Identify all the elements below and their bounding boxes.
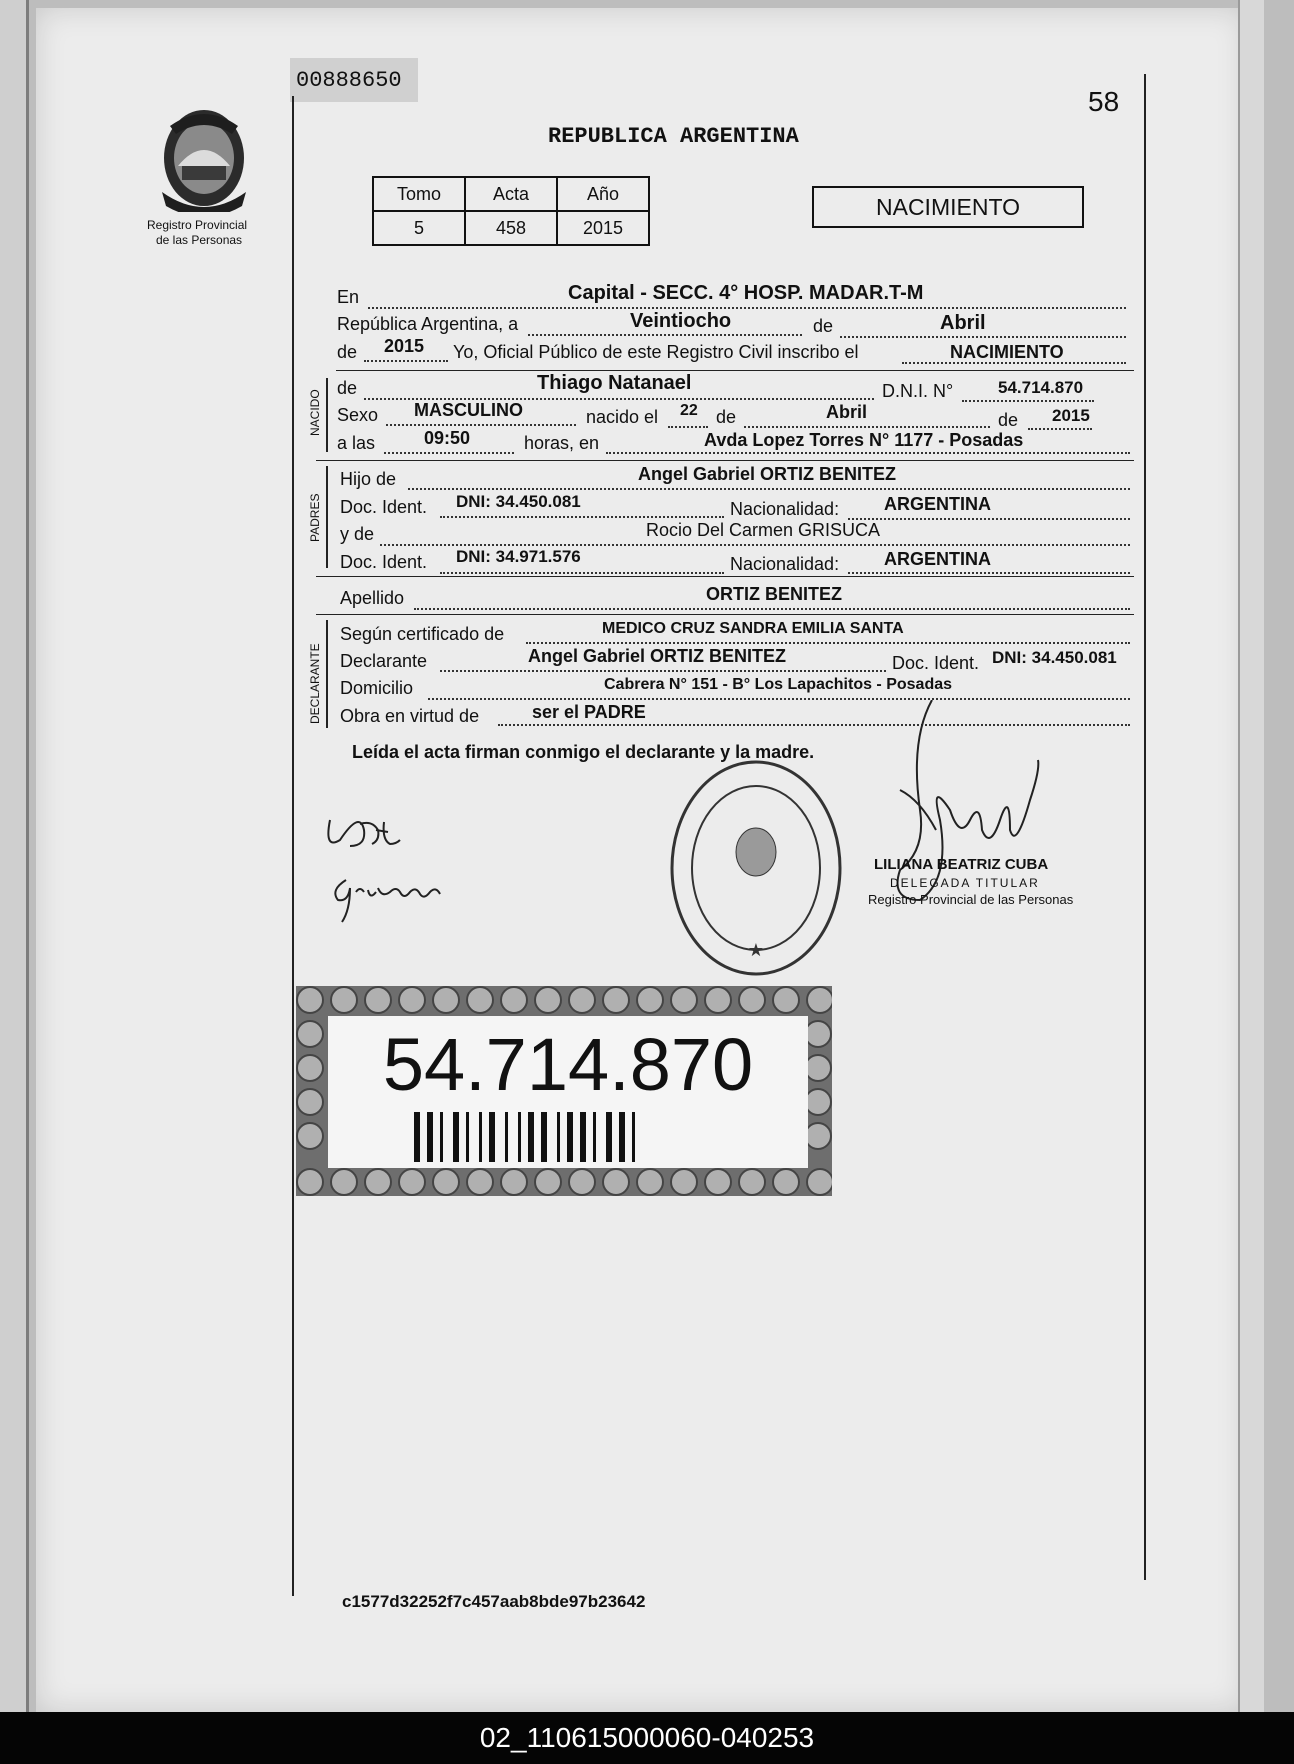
label-oficial: Yo, Oficial Público de este Registro Civil inscribo el — [453, 342, 859, 362]
table-value-tomo: 5 — [373, 211, 465, 245]
value-nombre: Thiago Natanael — [537, 372, 692, 394]
label-doc-ident: Doc. Ident. — [340, 552, 428, 572]
closing-statement: Leída el acta firman conmigo el declarante y la madre. — [352, 742, 815, 762]
dotted-leader — [440, 670, 886, 672]
official-name: LILIANA BEATRIZ CUBA — [874, 856, 1049, 873]
dotted-leader — [408, 488, 1130, 490]
label-pattern-circle — [603, 1169, 629, 1195]
label-pattern-circle — [399, 987, 425, 1013]
label-de: de — [337, 378, 358, 398]
label-nacionalidad: Nacionalidad: — [730, 554, 840, 574]
label-obra: Obra en virtud de — [340, 706, 480, 726]
logo-caption-line2: de las Personas — [156, 233, 243, 247]
label-nacionalidad: Nacionalidad: — [730, 499, 840, 519]
barcode-bar — [580, 1112, 586, 1162]
label-republica: República Argentina, a — [337, 314, 519, 334]
registry-table — [372, 176, 650, 246]
label-pattern-circle — [331, 987, 357, 1013]
dotted-leader — [962, 400, 1094, 402]
value-nac-madre: ARGENTINA — [884, 549, 991, 569]
value-hora: 09:50 — [424, 428, 471, 448]
value-apellido: ORTIZ BENITEZ — [706, 584, 842, 604]
official-title: DELEGADA TITULAR — [890, 876, 1040, 890]
dotted-leader — [380, 544, 1130, 546]
dotted-leader — [440, 572, 724, 574]
document-hash: c1577d32252f7c457aab8bde97b23642 — [342, 1592, 646, 1611]
svg-text:★: ★ — [747, 940, 765, 961]
dotted-leader — [384, 452, 514, 454]
barcode-bar — [505, 1112, 508, 1162]
country-title: REPUBLICA ARGENTINA — [548, 124, 799, 149]
label-pattern-circle — [433, 1169, 459, 1195]
declarante-bracket — [326, 620, 328, 728]
label-a-las: a las — [337, 433, 376, 453]
label-hijo-de: Hijo de — [340, 469, 397, 489]
label-pattern-circle — [331, 1169, 357, 1195]
official-signature-icon — [860, 700, 1060, 970]
label-pattern-circle — [297, 1089, 323, 1115]
label-pattern-circle — [637, 1169, 663, 1195]
value-domicilio: Cabrera N° 151 - B° Los Lapachitos - Posadas — [604, 676, 953, 693]
divider-1 — [336, 370, 1134, 371]
label-pattern-circle — [637, 987, 663, 1013]
binder-edge — [0, 0, 29, 1712]
barcode-bar — [489, 1112, 495, 1162]
table-header-anio: Año — [557, 177, 649, 211]
label-doc-ident: Doc. Ident. — [892, 653, 980, 673]
barcode-bar — [541, 1112, 547, 1162]
label-pattern-circle — [297, 1021, 323, 1047]
dotted-leader — [368, 307, 1126, 309]
father-signature-icon — [320, 800, 470, 930]
barcode-bar — [619, 1112, 625, 1162]
section-label-padres: PADRES — [308, 493, 322, 542]
label-pattern-circle — [807, 1169, 832, 1195]
label-pattern-circle — [805, 1123, 831, 1149]
label-horas-en: horas, en — [524, 433, 600, 453]
label-pattern-circle — [807, 987, 832, 1013]
value-lugar-nacimiento: Avda Lopez Torres N° 1177 - Posadas — [704, 430, 1024, 450]
barcode-bar — [427, 1112, 433, 1162]
label-pattern-circle — [365, 1169, 391, 1195]
barcode-bar — [557, 1112, 560, 1162]
divider-3 — [316, 576, 1134, 577]
label-pattern-circle — [773, 1169, 799, 1195]
padres-bracket — [326, 466, 328, 568]
label-pattern-circle — [805, 1089, 831, 1115]
table-header-acta: Acta — [465, 177, 557, 211]
label-pattern-circle — [603, 987, 629, 1013]
nacido-bracket — [326, 378, 328, 452]
value-nac-padre: ARGENTINA — [884, 494, 991, 514]
value-madre: Rocio Del Carmen GRISUCA — [646, 520, 881, 540]
section-label-declarante: DECLARANTE — [308, 643, 322, 724]
official-org: Registro Provincial de las Personas — [868, 892, 1074, 907]
dotted-leader — [840, 336, 1126, 338]
label-en: En — [337, 287, 360, 307]
label-pattern-circle — [705, 1169, 731, 1195]
label-pattern-circle — [805, 1055, 831, 1081]
label-pattern-circle — [297, 1123, 323, 1149]
dotted-leader — [364, 360, 448, 362]
dotted-leader — [526, 642, 1130, 644]
label-pattern-circle — [535, 1169, 561, 1195]
id-label — [328, 1016, 808, 1168]
dotted-leader — [848, 518, 1130, 520]
value-dia-letras: Veintiocho — [630, 310, 732, 332]
file-name-bar: 02_110615000060-040253 — [0, 1712, 1294, 1764]
value-doc-madre: DNI: 34.971.576 — [456, 547, 581, 566]
dotted-leader — [848, 572, 1130, 574]
label-pattern-circle — [671, 987, 697, 1013]
dotted-leader — [414, 608, 1130, 610]
label-de: de — [337, 342, 358, 362]
registry-seal-icon — [666, 756, 846, 980]
label-y-de: y de — [340, 524, 375, 544]
label-de: de — [716, 407, 737, 427]
table-value-acta: 458 — [465, 211, 557, 245]
value-sexo: MASCULINO — [414, 400, 523, 420]
label-pattern-circle — [365, 987, 391, 1013]
label-pattern-circle — [739, 987, 765, 1013]
label-de: de — [813, 316, 834, 336]
label-pattern-circle — [501, 987, 527, 1013]
barcode-bar — [453, 1112, 459, 1162]
barcode-bar — [440, 1112, 443, 1162]
dotted-leader — [668, 426, 708, 428]
barcode-bar — [567, 1112, 573, 1162]
table-value-anio: 2015 — [557, 211, 649, 245]
label-pattern-circle — [399, 1169, 425, 1195]
label-dni: D.N.I. N° — [882, 381, 954, 401]
value-obra: ser el PADRE — [532, 702, 646, 722]
value-nac-dia: 22 — [680, 402, 698, 419]
label-pattern-circle — [671, 1169, 697, 1195]
label-pattern-circle — [297, 1169, 323, 1195]
province-emblem-icon — [152, 104, 256, 212]
left-margin-line — [292, 96, 294, 1596]
page-edge — [1238, 0, 1264, 1712]
logo-caption-line1: Registro Provincial — [147, 218, 248, 232]
label-nacido-el: nacido el — [586, 407, 659, 427]
label-pattern-circle — [535, 987, 561, 1013]
label-pattern-circle — [569, 1169, 595, 1195]
value-lugar-registro: Capital - SECC. 4° HOSP. MADAR.T-M — [568, 282, 924, 304]
table-header-tomo: Tomo — [373, 177, 465, 211]
label-sexo: Sexo — [337, 405, 379, 425]
barcode-bar — [466, 1112, 469, 1162]
dotted-leader — [606, 452, 1130, 454]
label-pattern-circle — [433, 987, 459, 1013]
label-domicilio: Domicilio — [340, 678, 414, 698]
label-de: de — [998, 410, 1019, 430]
serial-stamp: 00888650 — [296, 68, 402, 93]
right-margin-line — [1144, 74, 1146, 1580]
section-label-nacido: NACIDO — [308, 389, 322, 436]
id-label-number: 54.714.870 — [382, 1023, 754, 1106]
dotted-leader — [1028, 428, 1092, 430]
label-pattern-circle — [569, 987, 595, 1013]
value-doc-padre: DNI: 34.450.081 — [456, 492, 581, 511]
label-pattern-circle — [705, 987, 731, 1013]
barcode-bar — [632, 1112, 635, 1162]
label-pattern-circle — [467, 987, 493, 1013]
divider-2 — [316, 460, 1134, 461]
value-certificado: MEDICO CRUZ SANDRA EMILIA SANTA — [602, 620, 904, 637]
label-certificado: Según certificado de — [340, 624, 505, 644]
dotted-leader — [528, 334, 802, 336]
act-type-box: NACIMIENTO — [812, 186, 1084, 228]
value-anio: 2015 — [384, 336, 425, 356]
label-apellido: Apellido — [340, 588, 405, 608]
label-pattern-circle — [739, 1169, 765, 1195]
value-declarante: Angel Gabriel ORTIZ BENITEZ — [528, 646, 787, 666]
value-doc-declarante: DNI: 34.450.081 — [992, 648, 1117, 667]
barcode-bar — [479, 1112, 482, 1162]
label-pattern-circle — [297, 1055, 323, 1081]
dotted-leader — [386, 424, 576, 426]
label-pattern-circle — [297, 987, 323, 1013]
value-inscribo: NACIMIENTO — [950, 342, 1064, 362]
barcode-bar — [606, 1112, 612, 1162]
document-sheet — [36, 8, 1246, 1712]
value-dni: 54.714.870 — [998, 378, 1084, 397]
barcode-bar — [518, 1112, 521, 1162]
barcode-bar — [528, 1112, 534, 1162]
label-pattern-circle — [467, 1169, 493, 1195]
dotted-leader — [744, 426, 990, 428]
label-pattern-circle — [773, 987, 799, 1013]
label-pattern-circle — [501, 1169, 527, 1195]
barcode-bar — [593, 1112, 596, 1162]
label-pattern-circle — [805, 1021, 831, 1047]
label-doc-ident: Doc. Ident. — [340, 497, 428, 517]
dotted-leader — [440, 516, 724, 518]
value-nac-anio: 2015 — [1052, 406, 1090, 425]
value-nac-mes: Abril — [826, 402, 868, 422]
value-mes: Abril — [940, 312, 986, 334]
value-padre: Angel Gabriel ORTIZ BENITEZ — [638, 464, 897, 484]
label-declarante: Declarante — [340, 651, 428, 671]
barcode-bar — [414, 1112, 420, 1162]
barcode-icon — [414, 1112, 730, 1162]
divider-4 — [316, 614, 1134, 615]
page-number: 58 — [1088, 86, 1120, 117]
